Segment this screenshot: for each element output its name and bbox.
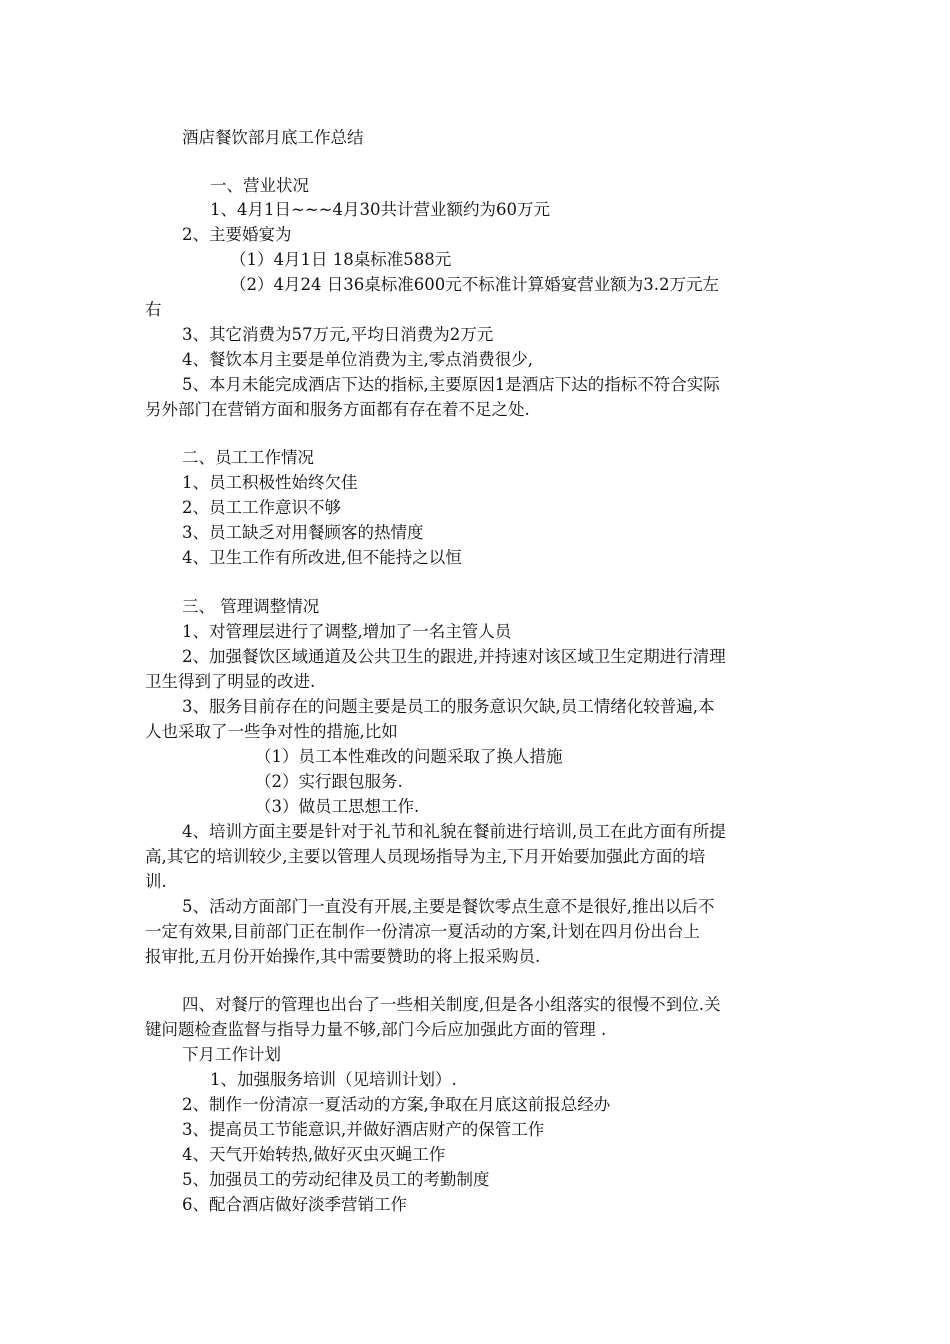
list-item: 2、制作一份清凉一夏活动的方案,争取在月底这前报总经办 — [182, 1095, 611, 1114]
list-item: 6、配合酒店做好淡季营销工作 — [182, 1195, 407, 1214]
section-heading-business: 一、营业状况 — [210, 176, 309, 195]
sub-item-continued: 右 — [145, 300, 162, 319]
paragraph: 3、其它消费为57万元,平均日消费为2万元 — [182, 325, 494, 344]
list-item: 1、加强服务培训（见培训计划）. — [210, 1070, 457, 1089]
plan-heading: 下月工作计划 — [182, 1045, 281, 1064]
sub-item: （3）做员工思想工作. — [255, 797, 420, 816]
section-four-paragraph: 四、对餐厅的管理也出台了一些相关制度,但是各小组落实的很慢不到位.关 — [182, 995, 721, 1014]
sub-item: （1）员工本性难改的问题采取了换人措施 — [255, 747, 563, 766]
paragraph-continued: 训. — [145, 872, 167, 891]
paragraph: 5、本月未能完成酒店下达的指标,主要原因1是酒店下达的指标不符合实际 — [182, 375, 720, 394]
list-item: 4、天气开始转热,做好灭虫灭蝇工作 — [182, 1145, 446, 1164]
paragraph-continued: 高,其它的培训较少,主要以管理人员现场指导为主,下月开始要加强此方面的培 — [145, 847, 706, 866]
paragraph-continued: 卫生得到了明显的改进. — [145, 672, 316, 691]
paragraph: 3、服务目前存在的问题主要是员工的服务意识欠缺,员工情绪化较普遍,本 — [182, 697, 715, 716]
paragraph-continued: 人也采取了一些争对性的措施,比如 — [145, 722, 398, 741]
list-item: 4、卫生工作有所改进,但不能持之以恒 — [182, 548, 462, 567]
paragraph-continued: 另外部门在营销方面和服务方面都有存在着不足之处. — [145, 400, 530, 419]
list-item: 2、员工工作意识不够 — [182, 498, 341, 517]
paragraph-continued: 一定有效果,目前部门正在制作一份清凉一夏活动的方案,计划在四月份出台上 — [145, 922, 700, 941]
paragraph-continued: 键问题检查监督与指导力量不够,部门今后应加强此方面的管理 . — [145, 1020, 607, 1039]
sub-item: （1）4月1日 18桌标准588元 — [230, 250, 452, 269]
paragraph: 1、4月1日~~~4月30共计营业额约为60万元 — [210, 200, 550, 219]
sub-item: （2）4月24 日36桌标准600元不标准计算婚宴营业额为3.2万元左 — [230, 275, 719, 294]
list-item: 1、员工积极性始终欠佳 — [182, 473, 358, 492]
section-heading-management: 三、 管理调整情况 — [182, 597, 320, 616]
paragraph: 2、主要婚宴为 — [182, 225, 292, 244]
list-item: 5、加强员工的劳动纪律及员工的考勤制度 — [182, 1170, 490, 1189]
paragraph: 1、对管理层进行了调整,增加了一名主管人员 — [182, 622, 512, 641]
paragraph-continued: 报审批,五月份开始操作,其中需要赞助的将上报采购员. — [145, 947, 541, 966]
paragraph: 4、餐饮本月主要是单位消费为主,零点消费很少, — [182, 350, 533, 369]
paragraph: 5、活动方面部门一直没有开展,主要是餐饮零点生意不是很好,推出以后不 — [182, 897, 715, 916]
section-heading-staff: 二、员工工作情况 — [182, 448, 314, 467]
list-item: 3、员工缺乏对用餐顾客的热情度 — [182, 523, 424, 542]
list-item: 3、提高员工节能意识,并做好酒店财产的保管工作 — [182, 1120, 545, 1139]
document-title: 酒店餐饮部月底工作总结 — [182, 128, 364, 147]
sub-item: （2）实行跟包服务. — [255, 772, 403, 791]
paragraph: 2、加强餐饮区域通道及公共卫生的跟进,并持速对该区域卫生定期进行清理 — [182, 647, 726, 666]
paragraph: 4、培训方面主要是针对于礼节和礼貌在餐前进行培训,员工在此方面有所提 — [182, 822, 726, 841]
